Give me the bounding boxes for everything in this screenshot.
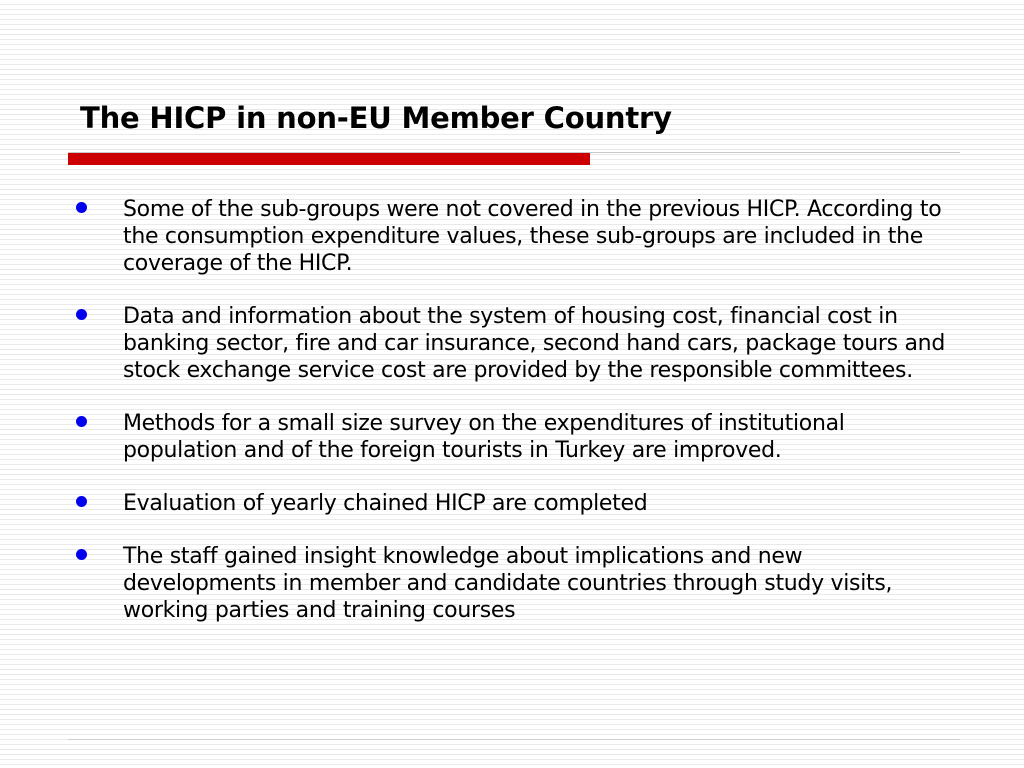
bullet-text: The staff gained insight knowledge about implications and new developments in member and candidate countries through study visits, working parties and training courses (123, 544, 893, 623)
slide-title: The HICP in non-EU Member Country (80, 101, 672, 135)
round-bullet-icon (76, 496, 87, 507)
round-bullet-icon (76, 202, 87, 213)
bullet-item (70, 303, 950, 384)
bullet-text: Data and information about the system of housing cost, financial cost in banking sector, fire and car insurance, second hand cars, package tours and stock exchange service cost are provided by the responsible committees. (123, 304, 945, 383)
title-accent-bar (68, 153, 590, 165)
round-bullet-icon (76, 549, 87, 560)
bullet-text: Evaluation of yearly chained HICP are completed (123, 491, 648, 516)
round-bullet-icon (76, 416, 87, 427)
footer-divider-line (68, 739, 960, 740)
bullet-item (70, 196, 950, 277)
bullet-text: Methods for a small size survey on the expenditures of institutional population and of the foreign tourists in Turkey are improved. (123, 411, 845, 463)
bullet-item (70, 410, 950, 464)
round-bullet-icon (76, 309, 87, 320)
bullet-text: Some of the sub-groups were not covered in the previous HICP. According to the consumption expenditure values, these sub-groups are included in the coverage of the HICP. (123, 197, 942, 276)
bullet-list (70, 196, 950, 624)
bullet-item (70, 543, 950, 624)
bullet-item (70, 490, 950, 517)
